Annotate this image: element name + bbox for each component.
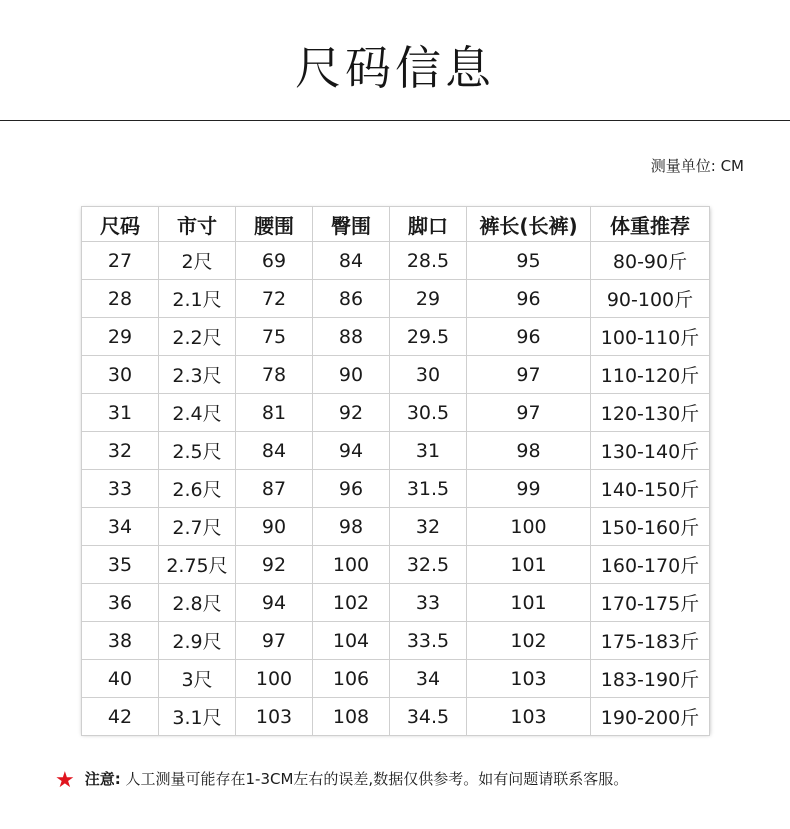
column-header: 尺码	[82, 207, 159, 242]
table-cell: 100-110斤	[591, 318, 710, 356]
table-cell: 84	[313, 242, 390, 280]
table-cell: 170-175斤	[591, 584, 710, 622]
table-row	[82, 394, 710, 432]
table-body	[82, 242, 710, 736]
table-cell: 98	[313, 508, 390, 546]
table-row	[82, 584, 710, 622]
table-cell: 2.9尺	[159, 622, 236, 660]
table-row	[82, 622, 710, 660]
table-cell: 140-150斤	[591, 470, 710, 508]
note-text: 人工测量可能存在1-3CM左右的误差,数据仅供参考。如有问题请联系客服。	[125, 770, 629, 788]
table-row	[82, 698, 710, 736]
table-row	[82, 470, 710, 508]
table-cell: 120-130斤	[591, 394, 710, 432]
table-cell: 103	[236, 698, 313, 736]
table-cell: 103	[467, 660, 591, 698]
table-cell: 81	[236, 394, 313, 432]
column-header: 体重推荐	[591, 207, 710, 242]
page-title: 尺码信息	[295, 41, 495, 95]
table-cell: 96	[467, 318, 591, 356]
size-table-container	[81, 206, 709, 733]
table-cell: 190-200斤	[591, 698, 710, 736]
table-cell: 3.1尺	[159, 698, 236, 736]
table-cell: 94	[313, 432, 390, 470]
table-cell: 2.1尺	[159, 280, 236, 318]
table-cell: 29	[82, 318, 159, 356]
table-cell: 88	[313, 318, 390, 356]
table-cell: 2.4尺	[159, 394, 236, 432]
table-cell: 72	[236, 280, 313, 318]
table-row	[82, 508, 710, 546]
table-cell: 95	[467, 242, 591, 280]
table-cell: 29	[390, 280, 467, 318]
table-cell: 104	[313, 622, 390, 660]
table-cell: 30	[82, 356, 159, 394]
table-cell: 87	[236, 470, 313, 508]
table-row	[82, 242, 710, 280]
table-cell: 40	[82, 660, 159, 698]
table-cell: 101	[467, 546, 591, 584]
table-cell: 32	[390, 508, 467, 546]
column-header: 市寸	[159, 207, 236, 242]
table-cell: 29.5	[390, 318, 467, 356]
table-cell: 34	[82, 508, 159, 546]
table-cell: 92	[313, 394, 390, 432]
size-table	[81, 206, 710, 736]
table-cell: 86	[313, 280, 390, 318]
table-cell: 90	[236, 508, 313, 546]
table-cell: 33.5	[390, 622, 467, 660]
table-cell: 31	[390, 432, 467, 470]
table-cell: 32.5	[390, 546, 467, 584]
table-cell: 102	[467, 622, 591, 660]
table-cell: 102	[313, 584, 390, 622]
table-cell: 36	[82, 584, 159, 622]
table-cell: 2.3尺	[159, 356, 236, 394]
footer-note	[55, 768, 628, 793]
table-row	[82, 318, 710, 356]
table-cell: 99	[467, 470, 591, 508]
table-row	[82, 432, 710, 470]
table-cell: 90	[313, 356, 390, 394]
table-cell: 80-90斤	[591, 242, 710, 280]
table-cell: 2.7尺	[159, 508, 236, 546]
table-cell: 28	[82, 280, 159, 318]
table-cell: 2.6尺	[159, 470, 236, 508]
table-cell: 2.75尺	[159, 546, 236, 584]
table-cell: 2.2尺	[159, 318, 236, 356]
table-cell: 100	[467, 508, 591, 546]
column-header: 腰围	[236, 207, 313, 242]
table-cell: 28.5	[390, 242, 467, 280]
table-cell: 31.5	[390, 470, 467, 508]
table-cell: 160-170斤	[591, 546, 710, 584]
title-divider	[0, 120, 790, 121]
table-cell: 130-140斤	[591, 432, 710, 470]
table-cell: 90-100斤	[591, 280, 710, 318]
table-cell: 78	[236, 356, 313, 394]
table-cell: 31	[82, 394, 159, 432]
table-cell: 34.5	[390, 698, 467, 736]
table-cell: 2.8尺	[159, 584, 236, 622]
table-cell: 110-120斤	[591, 356, 710, 394]
table-cell: 34	[390, 660, 467, 698]
table-cell: 94	[236, 584, 313, 622]
table-row	[82, 660, 710, 698]
table-cell: 150-160斤	[591, 508, 710, 546]
table-cell: 42	[82, 698, 159, 736]
table-cell: 97	[467, 394, 591, 432]
table-cell: 32	[82, 432, 159, 470]
table-cell: 30	[390, 356, 467, 394]
table-cell: 183-190斤	[591, 660, 710, 698]
table-cell: 3尺	[159, 660, 236, 698]
table-cell: 30.5	[390, 394, 467, 432]
column-header: 脚口	[390, 207, 467, 242]
table-row	[82, 546, 710, 584]
table-cell: 69	[236, 242, 313, 280]
table-cell: 33	[82, 470, 159, 508]
table-row	[82, 356, 710, 394]
table-cell: 108	[313, 698, 390, 736]
table-cell: 27	[82, 242, 159, 280]
table-cell: 92	[236, 546, 313, 584]
table-cell: 98	[467, 432, 591, 470]
table-cell: 75	[236, 318, 313, 356]
table-cell: 101	[467, 584, 591, 622]
table-header-row	[82, 207, 710, 242]
table-cell: 106	[313, 660, 390, 698]
table-cell: 175-183斤	[591, 622, 710, 660]
table-cell: 33	[390, 584, 467, 622]
table-cell: 38	[82, 622, 159, 660]
table-cell: 96	[313, 470, 390, 508]
table-cell: 35	[82, 546, 159, 584]
table-cell: 100	[313, 546, 390, 584]
note-label: 注意:	[84, 770, 121, 788]
table-cell: 97	[236, 622, 313, 660]
table-cell: 103	[467, 698, 591, 736]
unit-label: 测量单位: CM	[650, 157, 744, 175]
table-cell: 96	[467, 280, 591, 318]
column-header: 裤长(长裤)	[467, 207, 591, 242]
table-cell: 2尺	[159, 242, 236, 280]
column-header: 臀围	[313, 207, 390, 242]
table-cell: 2.5尺	[159, 432, 236, 470]
table-cell: 100	[236, 660, 313, 698]
table-row	[82, 280, 710, 318]
table-cell: 97	[467, 356, 591, 394]
table-cell: 84	[236, 432, 313, 470]
star-icon: ★	[55, 768, 75, 793]
